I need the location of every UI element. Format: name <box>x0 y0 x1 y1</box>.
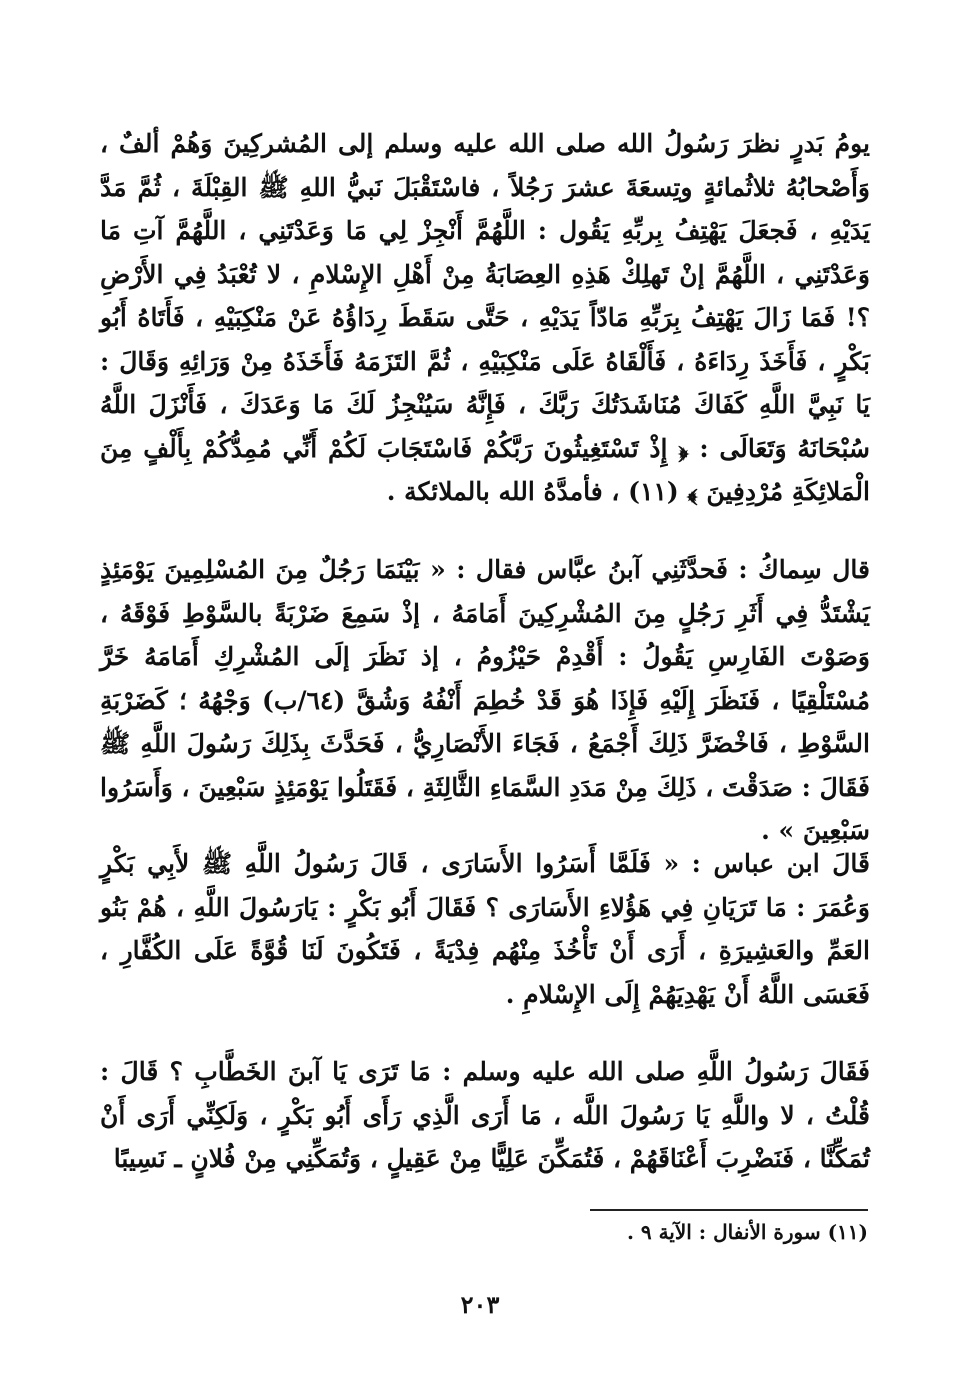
footnote: (١١) سورة الأنفال : الآية ٩ . <box>626 1220 868 1244</box>
paragraph-simak-narration: قال سِماكُ : فَحدَّثَنِي آبنُ عبَّاس فقال : « بَيْنَمَا رَجُلٌ مِنَ المُسْلِمِينَ يَوْمَئِذٍ يَشْتَدُّ فِي أَثَرِ رَجُلٍ مِنَ المُشْرِكِينَ أَمَامَهُ ، إذْ سَمِعَ ضَرْبَةً بالسَّوْطِ فَوْقَهُ ، وَصَوْتَ الفَارِسِ يَقُولُ : أَقْدِمْ حَيْزُومُ ، إذ نَظَرَ إلَى المُشْرِكِ أَمَامَهُ خَرَّ مُسْتَلْقِيًا ، فَنَظَرَ إِلَيْهِ فَإِذَا هُوَ قَدْ خُطِمَ أَنْفُهُ وَشُقَّ (٦٤/ب) وَجْهُهُ ؛ كَضَرْبَةِ السَّوْطِ ، فَاخْضَرَّ ذَلِكَ أَجْمَعُ ، فَجَاءَ الأَنْصَارِيُّ ، فَحَدَّثَ بِذَلِكَ رَسُولَ اللَّهِ ﷺ فَقَالَ : صَدَقْتَ ، ذَلِكَ مِنْ مَدَدِ السَّمَاءِ الثَّالِثَةِ ، فَقَتَلُوا يَوْمَئِذٍ سَبْعِينَ ، وَأَسَرُوا سَبْعِينَ » . <box>100 555 870 845</box>
paragraph-badr-prayer: يومُ بَدرٍ نظرَ رَسُولُ الله صلى الله عليه وسلم إلى المُشركِينَ وَهُمْ ألفٌ ، وَأَصْحابُهُ ثلاثُمائةٍ وتِسعَةَ عشرَ رَجُلاً ، فاسْتَقْبَلَ نَبيُّ اللهِ ﷺ القِبْلَةَ ، ثُمَّ مَدَّ يَدَيْهِ ، فَجعَلَ يَهْتِفُ بِربِّهِ يَقُول : اللَّهُمَّ أَنْجِزْ لِي مَا وَعَدْتَنِي ، اللَّهُمَّ آتِ مَا وَعَدْتَنِي ، اللَّهُمَّ إنْ تَهلِكْ هَذِهِ العِصَابَةُ مِنْ أَهْلِ الإِسْلامِ ، لا تُعْبَدُ فِي الأَرْضِ ؟! فَمَا زَالَ يَهْتِفُ بِرَبِّهِ مَادّاً يَدَيْهِ ، حَتَّى سَقَطَ رِدَاؤُهُ عَنْ مَنْكِبَيْهِ ، فَأَتَاهُ أَبُو بَكْرٍ ، فَأَخَذَ رِدَاءَهُ ، فَأَلْقَاهُ عَلَى مَنْكِبَيْهِ ، ثُمَّ التَزَمَهُ فَأَخَذَهُ مِنْ وَرَائِهِ وَقَالَ : يَا نَبِيَّ اللَّهِ كَفَاكَ مُنَاشَدَتُكَ رَبَّكَ ، فَإِنَّهُ سَيُنْجِزُ لَكَ مَا وَعَدَكَ ، فَأَنْزَلَ اللَّهُ سُبْحَانَهُ وَتَعَالَى : ﴿ إِذْ تَسْتَغِيثُونَ رَبَّكُمْ فَاسْتَجَابَ لَكُمْ أَنِّي مُمِدُّكُمْ بِأَلْفٍ مِنَ الْمَلائِكَةِ مُرْدِفِينَ ﴾ (١١) ، فأمدَّهُ الله بالملائكة . <box>100 129 870 506</box>
page-number: ٢٠٣ <box>460 1290 500 1319</box>
paragraph-prisoners: قَالَ ابن عباس : « فَلَمَّا أَسَرُوا الأَسَارَى ، قَالَ رَسُولُ اللَّهِ ﷺ لأَبِي بَكْرٍ وَعُمَرَ : مَا تَرَيَانِ فِي هَؤُلاءِ الأَسَارَى ؟ فَقَالَ أَبُو بَكْرٍ : يَارَسُولَ اللَّهِ ، هُمْ بَنُو العَمِّ والعَشِيرَةِ ، أَرَى أَنْ تَأْخُذَ مِنْهُم فِدْيَةً ، فَتَكُونَ لَنَا قُوَّةً عَلَى الكُفَّارِ ، فَعَسَى اللَّهُ أَنْ يَهْدِيَهُمْ إِلَى الإِسْلامِ . <box>100 849 870 1009</box>
paragraph-umar-opinion: فَقَالَ رَسُولُ اللَّهِ صلى الله عليه وسلم : مَا تَرَى يَا آبنَ الخَطَّابِ ؟ قَالَ : قُلْتُ ، لا واللَّهِ يَا رَسُولَ اللَّه ، مَا أَرَى الَّذِي رَأَى أَبُو بَكْرٍ ، وَلَكِنِّي أَرَى أَنْ تُمَكِّنَّا ، فَنَضْرِبَ أَعْنَاقَهُمْ ، فَتُمَكِّنَ عَلِيًّا مِنْ عَقِيلٍ ، وَتُمَكِّنِي مِنْ فُلانٍ ـ نَسِيبًا <box>100 1057 870 1173</box>
footnote-divider <box>590 1209 868 1211</box>
